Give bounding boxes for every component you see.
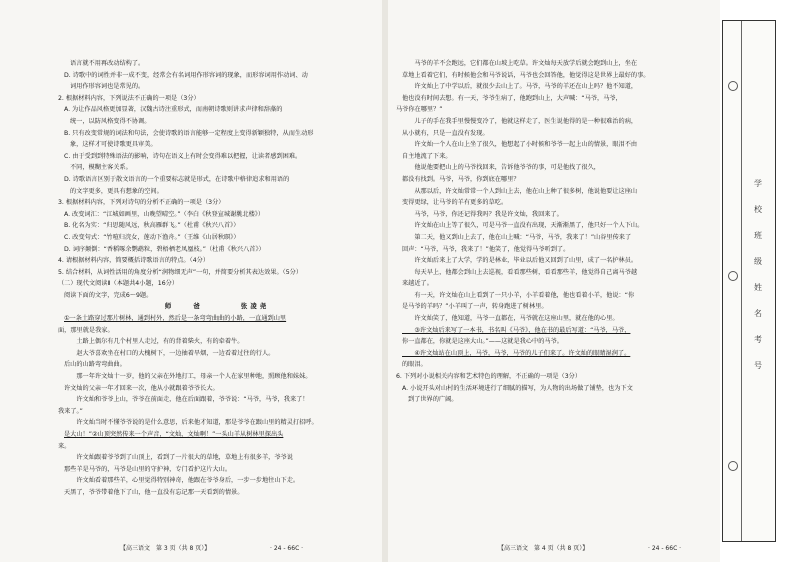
strip-char: 级	[754, 257, 762, 266]
text-line: 象，这样才可使诗歌更具审美。	[70, 141, 157, 149]
right-page	[388, 0, 720, 562]
text-line: 他说他要把山上的马爷找回来，告诉他爷爷的事，可是他找了很久，	[402, 164, 600, 172]
text-line: D. 诗歌中的词性并非一成不变，经常会有名词用作形容词的现象，而形容词用作动词、动	[64, 71, 308, 79]
right-text-column	[396, 58, 714, 406]
text-line: 回声：“马爷，马爷，我来了！”他笑了，他觉得马爷听到了。	[402, 245, 570, 253]
text-line: C. 改变句式：“竹喧归浣女，莲动下渔舟。”（王维《山居秋暝》）	[64, 233, 240, 241]
text-line: 4. 请根据材料内容，简要概括诗歌语言的特点。（4分）	[58, 257, 210, 265]
text-line: B. 化名为实：“归思随风远，秋高雁群飞。”（杜甫《秋兴八首》）	[64, 222, 240, 230]
strip-char: 号	[754, 361, 762, 370]
text-line: 都没有找到。马爷，马爷，你到底在哪里？	[402, 175, 520, 183]
text-line: A. 改变词汇：“江城如画里，山晚望晴空。”（李白《秋登宣城谢脁北楼》）	[64, 210, 265, 218]
text-line: 许文灿的父亲一年才回来一次，他从小就跟着爷爷长大。	[64, 384, 219, 392]
text-line: 统一，以防风格变得不协调。	[70, 117, 151, 125]
text-line: 许文灿一个人在山上坐了很久，他想起了小时候和爷爷一起上山的情景，眼泪不由	[402, 141, 638, 149]
text-line: 马爷的羊不会跑远，它们都在山坡上吃草。许文灿每天放学后就会跑到山上，坐在	[402, 60, 638, 67]
text-line: 我来了。”	[58, 407, 83, 415]
text-line: 后山的山路弯弯曲曲。	[64, 361, 126, 369]
text-line: 许文灿在山上等了很久，可是马爷一直没有出现，天渐渐黑了，他只好一个人下山。	[402, 222, 644, 230]
text-line: （二）现代文阅读Ⅱ（本题共4小题，16分）	[58, 280, 179, 288]
text-line: 你一直都在，你就是这座大山。”——这就是我心中的马爷。	[402, 338, 563, 346]
left-text-column	[58, 58, 376, 499]
text-line: 6. 下列对小说相关内容和艺术特色的理解，不正确的一项是（3分）	[396, 373, 582, 381]
text-line: 来越近了。	[402, 280, 433, 288]
strip-char: 班	[754, 231, 762, 240]
text-line: 到了世界的广阔。	[408, 396, 458, 404]
text-line: 马爷你在哪里？”	[396, 106, 443, 114]
text-line: ④许文灿站在山顶上，马爷，马爷，马爷的儿子们来了。许文灿的眼睛湿润了。	[402, 349, 631, 357]
binding-strip-labels	[745, 171, 771, 379]
strip-char: 校	[754, 205, 762, 214]
text-line: 那些羊是马爷的，马爷是山里的守护神，专门看护这片大山。	[64, 465, 232, 473]
text-line: 儿子的手在我手里慢慢变冷了，他就这样走了，医生说他得的是一种很难治的病，	[402, 117, 638, 125]
text-line: 从那以后，许文灿常常一个人到山上去，他在山上种了很多树，他说他要让这座山	[402, 187, 638, 195]
text-line: 自主地流了下来。	[402, 152, 452, 160]
left-footer-page-label: 【高三语文 第 3 页（共 8 页）】	[120, 545, 211, 552]
text-line: 语言就不用再改动结构了。	[70, 60, 145, 67]
text-line: 师 爸 张凌尧	[164, 302, 270, 311]
text-line: 5. 结合材料，从词性活用的角度分析“润物细无声”一句，并简要分析其表达效果。（5分）	[58, 268, 303, 276]
text-line: 阅读下面的文字，完成6～9题。	[64, 291, 153, 299]
text-line: 那一年许文灿十一岁，他的父亲在外地打工，母亲一个人在家里种地，照顾他和妹妹。	[64, 373, 312, 381]
text-line: 从小就有，只是一直没有发现。	[402, 129, 489, 137]
text-line: 天黑了，爷爷带着他下了山，他一直没有忘记那一天看到的情景。	[64, 488, 244, 496]
text-line: A. 小说开头对山村的生活环境进行了细腻的描写，为人物的出场做了铺垫，也为下文	[402, 384, 633, 392]
right-footer-page-label: 【高三语文 第 4 页（共 8 页）】	[498, 545, 589, 552]
binding-hole-icon	[728, 271, 738, 281]
binding-hole-icon	[728, 461, 738, 471]
text-line: 变得更绿，让马爷的羊有更多的草吃。	[402, 199, 508, 207]
text-line: 草地上看着它们，有时候他会和马爷说话，马爷也会回答他，他觉得这是世界上最好的事。	[402, 71, 650, 79]
left-page	[0, 0, 382, 562]
text-line: 许文灿后来上了大学，学的是林业，毕业以后他又回到了山里，成了一名护林员。	[402, 257, 638, 265]
text-line: A. 为让作品风格更加显著，汉魏古诗注重形式，而南朝诗歌则讲求声律和辞藻的	[64, 106, 283, 114]
strip-char: 学	[754, 179, 762, 188]
text-line: 有一天，许文灿在山上看到了一只小羊，小羊看着他，他也看着小羊，他说：“你	[402, 291, 635, 299]
text-line: B. 只有改变常规的词法和句法，会使诗歌的语言能够一定程度上变得新颖独特，从而生动形	[64, 129, 314, 137]
left-footer-code: · 24 - 66C ·	[270, 545, 304, 552]
text-line: 每天早上，他都会到山上去巡视，看看那些树，看看那些羊，他觉得自己离马爷越	[402, 268, 638, 276]
text-line: 是大山！”②山顶突然传来一个声音，“文灿，文灿啊！”一头山羊从树林里探出头	[64, 431, 284, 438]
text-line: 马爷，马爷，你还记得我吗？我是许文灿，我回来了。	[402, 210, 563, 218]
text-line: 他也没有时间去想。有一天，爷爷生病了，他跑到山上，大声喊：“马爷，马爷，	[402, 94, 622, 102]
text-line: ①一条土路穿过那片树林，通到村外，然后是一条弯弯曲曲的小路，一直通到山里	[64, 315, 287, 323]
text-line: C. 由于受到到特殊语法的影响，诗句在语义上有时会变得难以把握，让读者感到困难。	[64, 152, 302, 160]
strip-char: 名	[754, 309, 762, 318]
text-line: 赵大爷喜欢坐在村口的大槐树下，一边抽着旱烟，一边看着过往的行人。	[64, 349, 275, 357]
binding-hole-icon	[728, 81, 738, 91]
text-line: ③许文灿后来写了一本书，书名叫《马爷》，他在书的最后写道：“马爷，马爷，	[402, 326, 631, 334]
text-line: 许文灿当时不懂爷爷说的是什么意思，后来他才知道，那是爷爷在跟山里的精灵打招呼。	[64, 419, 318, 427]
binding-strip	[722, 20, 776, 542]
right-footer-code: · 24 - 66C ·	[648, 545, 682, 552]
text-line: 许文灿上了中学以后，就很少去山上了。马爷，马爷的羊还在山上吗？他不知道，	[402, 83, 638, 91]
text-line: 不同，模糊主客关系。	[70, 164, 132, 172]
text-line: 面，那里就是我家。	[58, 326, 114, 334]
strip-char: 考	[754, 335, 762, 344]
text-line: 许文灿跟着爷爷到了山顶上，看到了一片很大的草地，草地上有很多羊，爷爷说	[64, 454, 293, 462]
text-line: 来。	[58, 442, 71, 450]
text-line: D. 词序颠倒：“香稻啄余鹦鹉粒，碧梧栖老凤凰枝。”（杜甫《秋兴八首》）	[64, 245, 265, 253]
binding-line	[741, 21, 742, 541]
text-line: 词用作形容词也是常见的。	[70, 83, 145, 91]
text-line: 3. 根据材料内容，下列对诗句的分析不正确的一项是（3分）	[58, 199, 225, 207]
text-line: 的眼泪。	[402, 361, 427, 369]
text-line: 土路上偶尔有几个村里人走过，有的背着柴火，有的牵着牛。	[64, 338, 244, 346]
text-line: 许文灿和爷爷上山，爷爷在前面走，他在后面跟着，爷爷说：“马爷，马爷，我来了！	[64, 396, 309, 404]
strip-char: 姓	[754, 283, 762, 292]
text-line: D. 诗歌语言区别于散文语言的一个重要标志就是形式，在诗歌中格律追求和用语的	[64, 175, 290, 183]
text-line: 的文字更多，更具有想象的空间。	[70, 187, 163, 195]
text-line: 许文灿看着那些羊，心里觉得特别神奇，他跟在爷爷身后，一步一步地往山下走。	[64, 477, 300, 485]
text-line: 是马爷的羊吗？”小羊叫了一声，转身跑进了树林里。	[402, 303, 548, 311]
text-line: 许文灿笑了，他知道，马爷一直都在，马爷就在这座山里，就在他的心里。	[402, 315, 619, 323]
text-line: 第二天，他又到山上去了，他在山上喊：“马爷，马爷，我来了！”山谷里传来了	[402, 233, 632, 241]
text-line: 2. 根据材料内容，下列说法不正确的一项是（3分）	[58, 94, 200, 102]
